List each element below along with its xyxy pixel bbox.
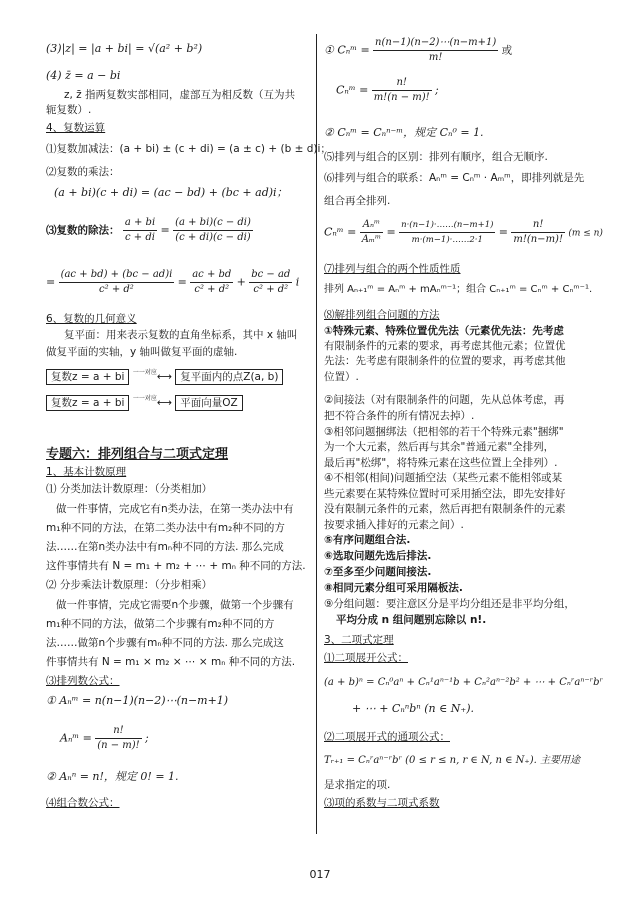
text-line: 没有限制元条件的元素，然后再把有限制条件的元素 — [324, 503, 566, 515]
double-arrow-icon: ⟷ — [156, 371, 172, 383]
page-number: 017 — [309, 868, 331, 881]
combination-formula-2: Cₙᵐ = $\frac{n!}{m!(n - m)!}$ ; — [336, 77, 439, 103]
formula-lhs: Aₙᵐ = — [60, 731, 92, 745]
text-line: 轭复数）. — [46, 104, 92, 116]
numerator: (ac + bd) + (bc − ad)i — [59, 268, 175, 283]
correspondence-vector — [46, 392, 243, 410]
method-line: ⑥选取问题先选后排法. — [324, 550, 432, 562]
method-line: ③相邻问题捆绑法（把相邻的若干个特殊元素"捆绑" — [324, 426, 564, 438]
text-fragment: 或 — [501, 44, 513, 57]
text-line: 些元素要在某特殊位置时可采用插空法，即先安排好 — [324, 488, 566, 500]
denominator: c + di — [125, 232, 155, 243]
text-line: 法……做第n个步骤有mₙ种不同的方法. 那么完成这 — [46, 637, 284, 649]
text-line: 位置）. — [324, 371, 359, 383]
text-line: ⑹排列与组合的联系：Aₙᵐ = Cₙᵐ · Aₘᵐ，即排列就是先 — [324, 172, 585, 184]
text-line: 这件事情共有 N = m₁ + m₂ + ⋯ + mₙ 种不同的方法. — [46, 560, 306, 572]
method-line: ④不相邻(相间)问题插空法（某些元素不能相邻或某 — [324, 472, 563, 484]
formula-line: 排列 Aₙ₊₁ᵐ = Aₙᵐ + mAₙᵐ⁻¹；组合 Cₙ₊₁ᵐ = Cₙᵐ + Cₙᵐ⁻¹. — [324, 284, 593, 295]
section-heading: 3、二项式定理 — [324, 634, 394, 646]
subheading: ⑵ 分步乘法计数原理：（分步相乘） — [46, 579, 213, 591]
fraction — [95, 724, 141, 753]
permutation-factorial: Aₙᵐ = $\frac{n!}{(n - m)!}$ ; — [60, 725, 149, 751]
formula-line: Tᵣ₊₁ = Cₙʳaⁿ⁻ʳbʳ (0 ≤ r ≤ n, r ∈ N, n ∈ N₊). 主要用途 — [324, 755, 580, 766]
formula-line: ② Aₙⁿ = n!，规定 0! = 1. — [46, 770, 179, 783]
text-line: 件事情共有 N = m₁ × m₂ × ⋯ × mₙ 种不同的方法. — [46, 656, 296, 668]
arrow-label: 一一对应 — [132, 395, 157, 402]
numerator: n! — [95, 724, 141, 739]
complex-conjugate: (4) z̄ = a − bi — [46, 69, 121, 82]
text-line: 做复平面的实轴，y 轴叫做复平面的虚轴. — [46, 346, 238, 358]
fraction — [190, 268, 233, 297]
text-line: m₁种不同的方法，做第二个步骤有m₂种不同的方 — [46, 618, 275, 630]
numerator: a + bi — [123, 216, 157, 231]
subheading: ⑵二项展开式的通项公式： — [324, 731, 450, 743]
text-line: 为一个大元素，然后再与其余"普通元素"全排列， — [324, 441, 555, 453]
section-heading: 1、基本计数原理 — [46, 466, 127, 478]
text-line: ⑸排列与组合的区别：排列有顺序，组合无顺序. — [324, 151, 548, 163]
text-line: 组合再全排列. — [324, 195, 391, 207]
text-line: 先法：先考虑有限制条件的位置的要求，再考虑其他 — [324, 355, 566, 367]
condition: (m ≤ n) — [568, 228, 603, 239]
boxed-term: 复平面内的点Z(a, b) — [175, 369, 283, 385]
formula-lhs: ① Cₙᵐ = — [324, 43, 370, 57]
denominator: (c + di)(c − di) — [175, 232, 251, 243]
text-line: 做一件事情，完成它需要n个步骤，做第一个步骤有 — [56, 599, 294, 611]
complex-modulus: (3)|z| = |a + bi| = √(a² + b²) — [46, 42, 203, 55]
chapter-title: 专题六：排列组合与二项式定理 — [46, 447, 229, 462]
combination-formula-1 — [324, 36, 512, 65]
formula-label: ⑶复数的除法： — [46, 224, 120, 237]
method-line: ⑦至多至少问题间接法. — [324, 566, 432, 578]
subheading: ⑴ 分类加法计数原理：（分类相加） — [46, 483, 213, 495]
subheading: ⑻解排列组合问题的方法 — [324, 309, 440, 321]
arrow-label: 一一对应 — [132, 369, 157, 376]
text-line: 是求指定的项. — [324, 779, 391, 791]
formula-line: ① Aₙᵐ = n(n−1)(n−2)⋯(n−m+1) — [46, 694, 229, 707]
numerator: ac + bd — [190, 268, 233, 283]
section-heading: 4、复数运算 — [46, 122, 106, 134]
denominator: m! — [428, 52, 443, 63]
formula-line: + ⋯ + Cₙⁿbⁿ (n ∈ N₊). — [352, 702, 474, 715]
division-result: = $\frac{(ac + bd) + (bc - ad)i}{\text{c² + d²}}$ = $\frac{ac + bd}{\text{c² + d²}}$ + $\frac{bc - ad}{\text{c² + d²}}$ i — [46, 269, 300, 295]
formula-line: ⑴复数加减法：(a + bi) ± (c + di) = (a ± c) + (b ± d)i； — [46, 143, 331, 155]
numerator: n! — [372, 76, 432, 91]
text-line: z, z̄ 指两复数实部相同，虚部互为相反数（互为共 — [64, 89, 296, 101]
denominator: c² + d² — [99, 284, 134, 295]
numerator: (a + bi)(c − di) — [173, 216, 253, 231]
fraction — [360, 218, 384, 247]
denominator: m!(n−m)! — [513, 234, 563, 245]
formula-line: (a + bi)(c + di) = (ac − bd) + (bc + ad)i； — [54, 186, 288, 199]
section-heading: 6、复数的几何意义 — [46, 313, 137, 325]
fraction — [249, 268, 292, 297]
method-line: ⑤有序问题组合法. — [324, 534, 411, 546]
double-arrow-icon: ⟷ — [156, 397, 172, 409]
text-line: 把不符合条件的所有情况去掉）. — [324, 410, 475, 422]
numerator: n·(n−1)·……(n−m+1) — [399, 218, 495, 233]
method-line: ⑧相同元素分组可采用隔板法. — [324, 582, 463, 594]
fraction — [399, 218, 495, 247]
text-line: 有限制条件的元素的要求，再考虑其他元素；位置优 — [324, 340, 566, 352]
fraction — [511, 218, 565, 247]
text-line: 做一件事情，完成它有n类办法，在第一类办法中有 — [56, 503, 294, 515]
formula-lhs: Cₙᵐ = — [336, 83, 369, 97]
numerator: n(n−1)(n−2)⋯(n−m+1) — [373, 36, 498, 51]
denominator: (n − m)! — [97, 740, 140, 751]
text-line: 复平面：用来表示复数的直角坐标系，其中 x 轴叫 — [64, 329, 298, 341]
subheading: ⑶排列数公式： — [46, 675, 120, 687]
subheading: ⑷组合数公式： — [46, 797, 120, 809]
right-column — [324, 36, 604, 850]
boxed-term: 复数z = a + bi — [46, 369, 129, 385]
denominator: c² + d² — [253, 284, 289, 295]
method-line: ⑨分组问题：要注意区分是平均分组还是非平均分组， — [324, 598, 575, 610]
denominator: m·(m−1)·……2·1 — [411, 235, 483, 245]
subheading: ⑶项的系数与二项式系数 — [324, 797, 440, 809]
left-column — [46, 36, 331, 850]
text-line: 按要求插入排好的元素之间）. — [324, 519, 464, 531]
text-line: m₁种不同的方法，在第二类办法中有m₂种不同的方 — [46, 522, 285, 534]
fraction — [173, 216, 253, 245]
correspondence-point — [46, 366, 283, 384]
numerator: n! — [511, 218, 565, 233]
fraction — [59, 268, 175, 297]
boxed-term: 平面向量OZ — [175, 395, 242, 411]
numerator: bc − ad — [249, 268, 292, 283]
fraction — [123, 216, 157, 245]
formula-line: ② Cₙᵐ = Cₙⁿ⁻ᵐ，规定 Cₙ⁰ = 1. — [324, 126, 484, 139]
combination-relation: Cₙᵐ = $\frac{\text{Aₙᵐ}}{\text{Aₘᵐ}}$ = $\frac{n\cdot(n-1)\cdot\dots\dots(n-m+1)}{m\cdot(m-1)\cdot\dots\dots 2\cdot 1}$ = $\frac{n!}{m!(n-m)!}$ (m ≤ n) — [324, 219, 603, 245]
denominator: c² + d² — [194, 284, 230, 295]
denominator: m!(n − m)! — [373, 92, 430, 103]
numerator: Aₙᵐ — [360, 218, 384, 233]
text-line: 平均分成 n 组问题别忘除以 n!. — [336, 614, 487, 626]
text-line: ⑵复数的乘法： — [46, 166, 120, 178]
text-line: 法……在第n类办法中有mₙ种不同的方法. 那么完成 — [46, 541, 284, 553]
text-line: 最后再"松绑"，将特殊元素在这些位置上全排列）. — [324, 457, 558, 469]
subheading: ⑺排列与组合的两个性质性质 — [324, 263, 461, 275]
boxed-term: 复数z = a + bi — [46, 395, 129, 411]
formula-line: (a + b)ⁿ = Cₙ⁰aⁿ + Cₙ¹aⁿ⁻¹b + Cₙ²aⁿ⁻²b² + ⋯ + Cₙʳaⁿ⁻ʳbʳ — [324, 677, 604, 688]
denominator: Aₘᵐ — [361, 234, 382, 245]
fraction — [373, 36, 498, 65]
formula-lhs: Cₙᵐ = — [324, 225, 357, 239]
method-line: ①特殊元素、特殊位置优先法（元素优先法：先考虑 — [324, 325, 564, 337]
subheading: ⑴二项展开公式： — [324, 652, 408, 664]
method-line: ②间接法（对有限制条件的问题，先从总体考虑，再 — [324, 394, 565, 406]
fraction — [372, 76, 432, 105]
division-formula: ⑶复数的除法： $\frac{a + bi}{c + di}$ = $\frac{(a + bi)(c - di)}{(c + di)(c - di)}$ — [46, 217, 251, 243]
